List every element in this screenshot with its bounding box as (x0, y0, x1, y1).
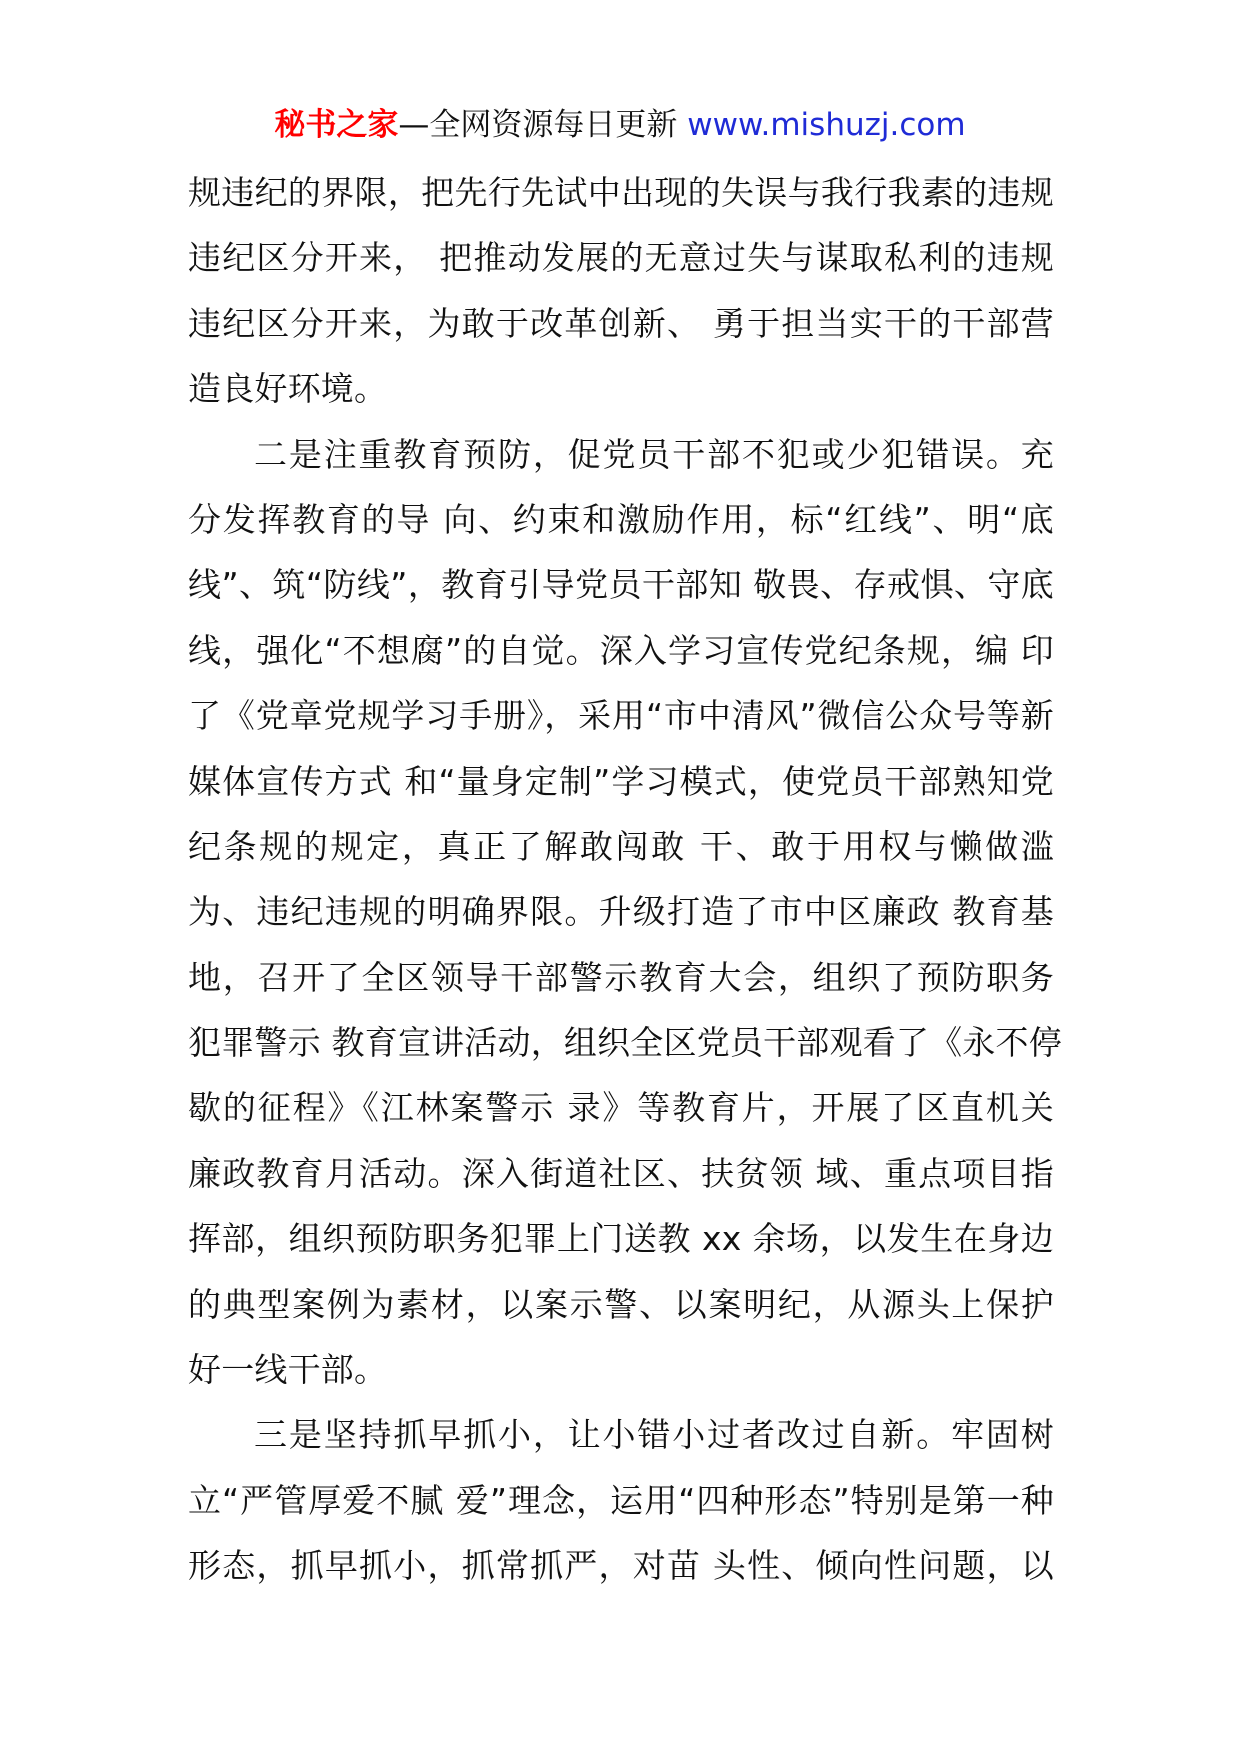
text-line: 线，强化“不想腐”的自觉。深入学习宣传党纪条规，编 印 (188, 630, 1054, 670)
text-line: 线”、筑“防线”，教育引导党员干部知 敬畏、存戒惧、守底 (188, 565, 1054, 605)
text-line: 地，召开了全区领导干部警示教育大会，组织了预防职务 (188, 957, 1054, 997)
text-line: 为、违纪违规的明确界限。升级打造了市中区廉政 教育基 (188, 892, 1054, 932)
text-line: 违纪区分开来，为敢于改革创新、 勇于担当实干的干部营 (188, 303, 1054, 343)
text-line: 歇的征程》《江林案警示 录》等教育片，开展了区直机关 (188, 1088, 1054, 1128)
text-line: 违纪区分开来， 把推动发展的无意过失与谋取私利的违规 (188, 238, 1054, 278)
paragraph-start-line: 二是注重教育预防，促党员干部不犯或少犯错误。充 (254, 434, 1054, 474)
text-line: 规违纪的界限，把先行先试中出现的失误与我行我素的违规 (188, 173, 1054, 212)
text-line: 犯罪警示 教育宣讲活动，组织全区党员干部观看了《永不停 (188, 1023, 1062, 1063)
text-line: 分发挥教育的导 向、约束和激励作用，标“红线”、明“底 (188, 499, 1054, 539)
text-line: 立“严管厚爱不腻 爱”理念，运用“四种形态”特别是第一种 (188, 1480, 1054, 1520)
text-line: 造良好环境。 (188, 369, 388, 409)
text-line: 廉政教育月活动。深入街道社区、扶贫领 域、重点项目指 (188, 1153, 1054, 1193)
text-line: 挥部，组织预防职务犯罪上门送教 xx 余场，以发生在身边 (188, 1219, 1054, 1259)
header-slogan: —全网资源每日更新 (398, 107, 688, 143)
page-header (0, 100, 1240, 150)
text-line: 的典型案例为素材，以案示警、以案明纪，从源头上保护 (188, 1284, 1054, 1324)
paragraph-start-line: 三是坚持抓早抓小，让小错小过者改过自新。牢固树 (254, 1415, 1054, 1455)
text-line: 了《党章党规学习手册》，采用“市中清风”微信公众号等新 (188, 696, 1054, 736)
document-body (188, 160, 1062, 1599)
brand-name: 秘书之家 (274, 107, 399, 143)
text-line: 形态，抓早抓小，抓常抓严，对苗 头性、倾向性问题，以 (188, 1546, 1054, 1586)
website-link[interactable]: www.mishuzj.com (687, 107, 966, 143)
text-line: 好一线干部。 (188, 1350, 388, 1390)
text-line: 纪条规的规定，真正了解敢闯敢 干、敢于用权与懒做滥 (188, 826, 1054, 866)
text-line: 媒体宣传方式 和“量身定制”学习模式，使党员干部熟知党 (188, 761, 1054, 801)
